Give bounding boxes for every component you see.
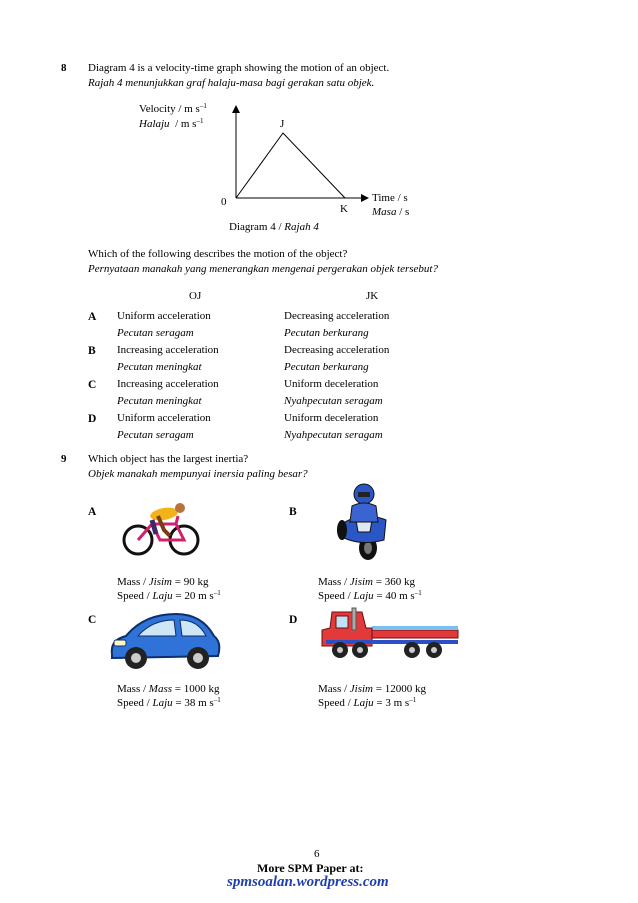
option-d-jk: Uniform deceleration Nyahpecutan seragam [284,412,383,441]
question-9-number: 9 [61,453,67,465]
graph-point-j: J [280,118,285,130]
truck-image [318,606,460,664]
question-8-prompt-malay: Pernyataan manakah yang menerangkan mengenai pergerakan objek tersebut? [88,263,438,275]
option-d-label-q9[interactable]: D [289,614,298,626]
velocity-time-graph [225,105,375,205]
option-d-speed: Speed / Laju = 3 m $s^{-1}$ [318,696,417,709]
graph-velocity-line [236,133,345,198]
question-9-text-malay: Objek manakah mempunyai inersia paling besar? [88,468,308,480]
column-header-oj: OJ [189,290,202,302]
footer-url-link[interactable]: spmsoalan.wordpress.com [227,874,389,890]
graph-origin: 0 [221,196,227,208]
footer-more-text: More SPM Paper at: [257,861,364,875]
option-d-oj: Uniform acceleration Pecutan seragam [117,412,211,441]
option-c-jk: Uniform deceleration Nyahpecutan seragam [284,378,383,407]
option-c-mass: Mass / Mass = 1000 kg [117,683,220,695]
option-b-jk: Decreasing acceleration Pecutan berkurang [284,344,390,373]
option-a-jk: Decreasing acceleration Pecutan berkurang [284,310,390,339]
car-image [106,610,224,672]
question-9-text: Which object has the largest inertia? [88,453,249,465]
option-a-mass: Mass / Jisim = 90 kg [117,576,209,588]
question-8-number: 8 [61,62,67,74]
option-a-oj: Uniform acceleration Pecutan seragam [117,310,211,339]
option-a-label[interactable]: A [88,311,97,323]
graph-y-axis-label: Velocity / m $s^{-1}$ [139,102,207,115]
question-8-prompt: Which of the following describes the motion of the object? [88,248,348,260]
option-b-mass: Mass / Jisim = 360 kg [318,576,415,588]
question-8-text-malay: Rajah 4 menunjukkan graf halaju-masa bagi gerakan satu objek. [88,77,375,89]
graph-point-k: K [340,203,348,215]
graph-x-axis-label-malay: Masa / s [372,206,410,218]
motorcycle-image [328,480,396,562]
option-d-mass: Mass / Jisim = 12000 kg [318,683,426,695]
option-c-label[interactable]: C [88,379,97,391]
column-header-jk: JK [366,290,379,302]
option-a-speed: Speed / Laju = 20 m $s^{-1}$ [117,589,221,602]
cyclist-image [120,496,202,558]
graph-x-axis-label: Time / s [372,192,408,204]
diagram-4-caption: Diagram 4 / Rajah 4 [229,221,319,233]
option-a-label-q9[interactable]: A [88,506,97,518]
option-c-speed: Speed / Laju = 38 m $s^{-1}$ [117,696,221,709]
option-c-oj: Increasing acceleration Pecutan meningkat [117,378,219,407]
option-d-label[interactable]: D [88,413,97,425]
option-b-label-q9[interactable]: B [289,506,297,518]
option-b-label[interactable]: B [88,345,96,357]
graph-y-axis-label-malay: Halaju / m $s^{-1}$ [139,117,204,130]
option-b-speed: Speed / Laju = 40 m $s^{-1}$ [318,589,422,602]
question-8-text: Diagram 4 is a velocity-time graph showing the motion of an object. [88,62,390,74]
page-number: 6 [314,848,320,860]
option-b-oj: Increasing acceleration Pecutan meningkat [117,344,219,373]
option-c-label-q9[interactable]: C [88,614,97,626]
